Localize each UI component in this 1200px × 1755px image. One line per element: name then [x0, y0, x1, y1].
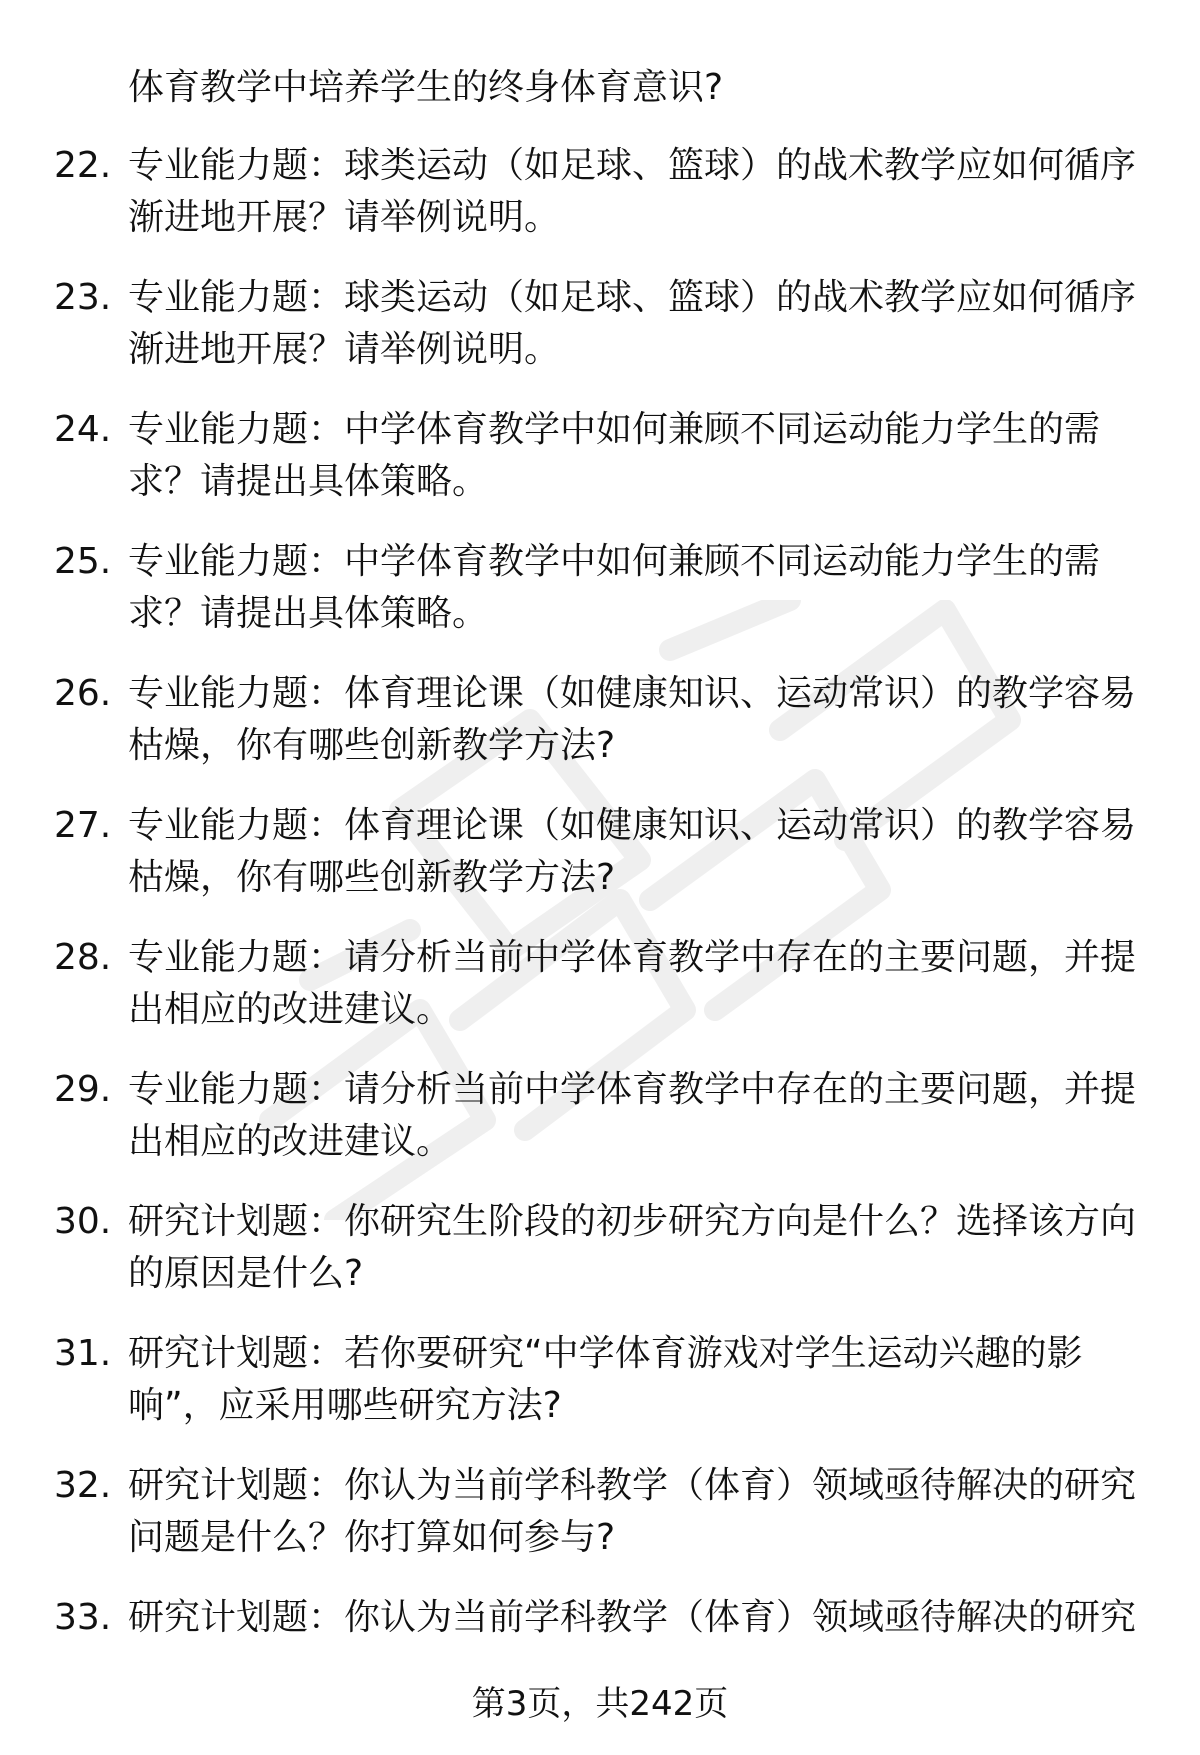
item-number: 23. — [54, 277, 112, 318]
item-number: 28. — [54, 937, 112, 978]
question-text: 专业能力题：球类运动（如足球、篮球）的战术教学应如何循序渐进地开展？请举例说明。 — [128, 145, 1137, 238]
item-number: 29. — [54, 1069, 112, 1110]
question-text: 专业能力题：请分析当前中学体育教学中存在的主要问题，并提出相应的改进建议。 — [128, 937, 1137, 1030]
list-item — [0, 800, 1200, 932]
list-item — [0, 932, 1200, 1064]
question-text: 研究计划题：你认为当前学科教学（体育）领域亟待解决的研究问题是什么？你打算如何参与? — [128, 1465, 1137, 1558]
list-item — [0, 140, 1200, 272]
list-item — [0, 1328, 1200, 1460]
question-list — [0, 140, 1200, 1724]
item-number: 26. — [54, 673, 112, 714]
list-item — [0, 536, 1200, 668]
item-number: 25. — [54, 541, 112, 582]
item-number: 24. — [54, 409, 112, 450]
question-text: 研究计划题：你研究生阶段的初步研究方向是什么？选择该方向的原因是什么? — [128, 1201, 1137, 1294]
question-text: 专业能力题：中学体育教学中如何兼顾不同运动能力学生的需求？请提出具体策略。 — [128, 541, 1101, 634]
item-number: 32. — [54, 1465, 112, 1506]
list-item — [0, 1064, 1200, 1196]
page-footer: 第3页，共242页 — [471, 1684, 729, 1724]
list-item — [0, 272, 1200, 404]
item-number: 27. — [54, 805, 112, 846]
item-number: 33. — [54, 1597, 112, 1638]
question-text: 专业能力题：球类运动（如足球、篮球）的战术教学应如何循序渐进地开展？请举例说明。 — [128, 277, 1137, 370]
continuation-line: 体育教学中培养学生的终身体育意识? — [128, 67, 724, 108]
question-text: 专业能力题：体育理论课（如健康知识、运动常识）的教学容易枯燥，你有哪些创新教学方法? — [128, 673, 1137, 766]
item-number: 30. — [54, 1201, 112, 1242]
question-text: 研究计划题：若你要研究“中学体育游戏对学生运动兴趣的影响”，应采用哪些研究方法? — [128, 1333, 1083, 1426]
item-number: 31. — [54, 1333, 112, 1374]
item-number: 22. — [54, 145, 112, 186]
list-item — [0, 1460, 1200, 1592]
question-text: 专业能力题：请分析当前中学体育教学中存在的主要问题，并提出相应的改进建议。 — [128, 1069, 1137, 1162]
list-item — [0, 668, 1200, 800]
question-text: 专业能力题：中学体育教学中如何兼顾不同运动能力学生的需求？请提出具体策略。 — [128, 409, 1101, 502]
question-text: 专业能力题：体育理论课（如健康知识、运动常识）的教学容易枯燥，你有哪些创新教学方法? — [128, 805, 1137, 898]
list-item — [0, 404, 1200, 536]
list-item — [0, 1196, 1200, 1328]
question-text: 研究计划题：你认为当前学科教学（体育）领域亟待解决的研究 — [128, 1597, 1137, 1638]
